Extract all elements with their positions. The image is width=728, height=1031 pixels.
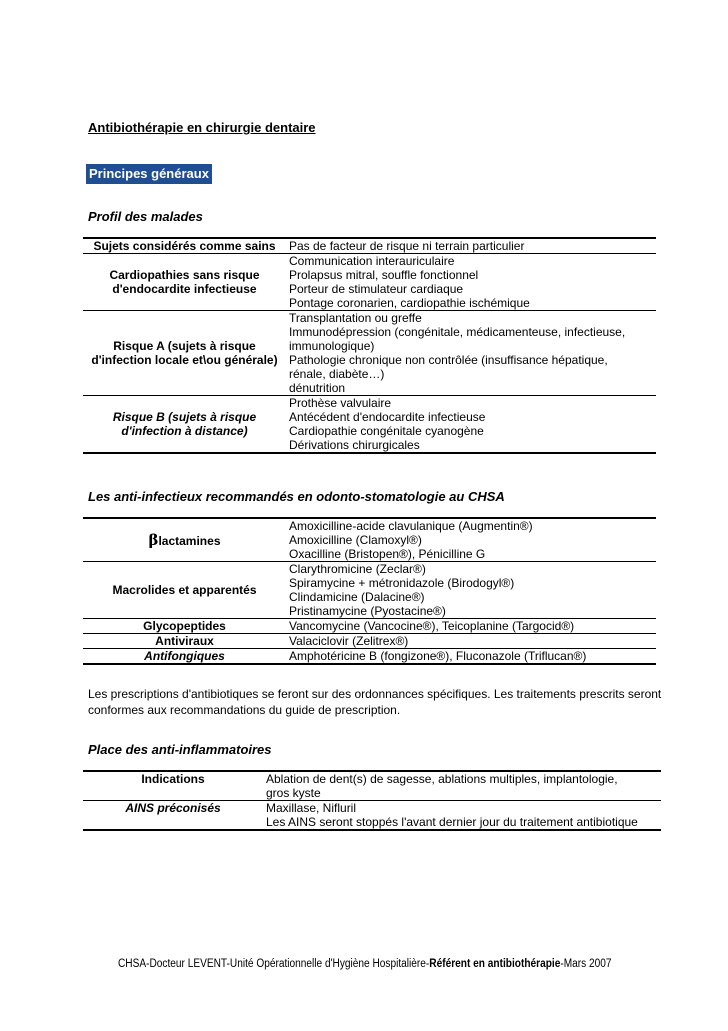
ains-details: Maxillase, Nifluril Les AINS seront stoppés l'avant dernier jour du traitement antibiotique xyxy=(263,801,661,831)
table-row xyxy=(83,634,656,649)
table-row xyxy=(83,311,656,396)
ains-label: AINS préconisés xyxy=(83,801,263,831)
ains-heading: Place des anti-inflammatoires xyxy=(88,742,272,757)
table-row xyxy=(83,771,661,801)
table-row xyxy=(83,396,656,454)
page-footer: CHSA-Docteur LEVENT-Unité Opérationnelle d'Hygiène Hospitalière-Référent en antibiothérapie-Mars 2007 xyxy=(118,958,612,970)
drug-list: Amoxicilline-acide clavulanique (Augmentin®) Amoxicilline (Clamoxyl®) Oxacilline (Bristopen®), Pénicilline G xyxy=(286,518,656,562)
profile-details: Transplantation ou greffe Immunodépression (congénitale, médicamenteuse, infectieuse, immunologique) Pathologie chronique non contrôlée (insuffisance hépatique, rénale, diabète…) dénutrition xyxy=(286,311,656,396)
drug-class-label: Antiviraux xyxy=(83,634,286,649)
ains-label: Indications xyxy=(83,771,263,801)
profil-heading: Profil des malades xyxy=(88,209,203,224)
ains-table xyxy=(83,770,661,831)
ains-details: Ablation de dent(s) de sagesse, ablations multiples, implantologie, gros kyste xyxy=(263,771,661,801)
drug-list: Clarythromicine (Zeclar®) Spiramycine + métronidazole (Birodogyl®) Clindamicine (Dalacine®) Pristinamycine (Pyostacine®) xyxy=(286,562,656,619)
drug-class-label: Antifongiques xyxy=(83,649,286,665)
table-row xyxy=(83,254,656,311)
drug-list: Amphotéricine B (fongizone®), Fluconazole (Triflucan®) xyxy=(286,649,656,665)
drug-class-label: Macrolides et apparentés xyxy=(83,562,286,619)
table-row xyxy=(83,801,661,831)
profile-label: Cardiopathies sans risque d'endocardite infectieuse xyxy=(83,254,286,311)
profile-details: Communication interauriculaire Prolapsus mitral, souffle fonctionnel Porteur de stimulateur cardiaque Pontage coronarien, cardiopathie ischémique xyxy=(286,254,656,311)
profile-label: Risque A (sujets à risque d'infection locale et\ou générale) xyxy=(83,311,286,396)
page-title: Antibiothérapie en chirurgie dentaire xyxy=(88,120,316,135)
anti-infectieux-table xyxy=(83,517,656,665)
drug-class-label: βlactamines xyxy=(83,518,286,562)
drug-class-label: Glycopeptides xyxy=(83,619,286,634)
drug-list: Valaciclovir (Zelitrex®) xyxy=(286,634,656,649)
profile-label: Sujets considérés comme sains xyxy=(83,238,286,254)
profile-label: Risque B (sujets à risque d'infection à distance) xyxy=(83,396,286,454)
table-row xyxy=(83,518,656,562)
table-row xyxy=(83,649,656,665)
profil-table xyxy=(83,237,656,454)
prescription-note: Les prescriptions d'antibiotiques se feront sur des ordonnances spécifiques. Les traitements prescrits seront conformes aux recommandations du guide de prescription. xyxy=(88,687,662,717)
section-principes: Principes généraux xyxy=(86,164,212,184)
table-row xyxy=(83,238,656,254)
profile-details: Prothèse valvulaire Antécédent d'endocardite infectieuse Cardiopathie congénitale cyanogène Dérivations chirurgicales xyxy=(286,396,656,454)
drug-list: Vancomycine (Vancocine®), Teicoplanine (Targocid®) xyxy=(286,619,656,634)
anti-infectieux-heading: Les anti-infectieux recommandés en odonto-stomatologie au CHSA xyxy=(88,489,505,504)
profile-details: Pas de facteur de risque ni terrain particulier xyxy=(286,238,656,254)
table-row xyxy=(83,619,656,634)
beta-symbol: β xyxy=(148,530,159,549)
table-row xyxy=(83,562,656,619)
